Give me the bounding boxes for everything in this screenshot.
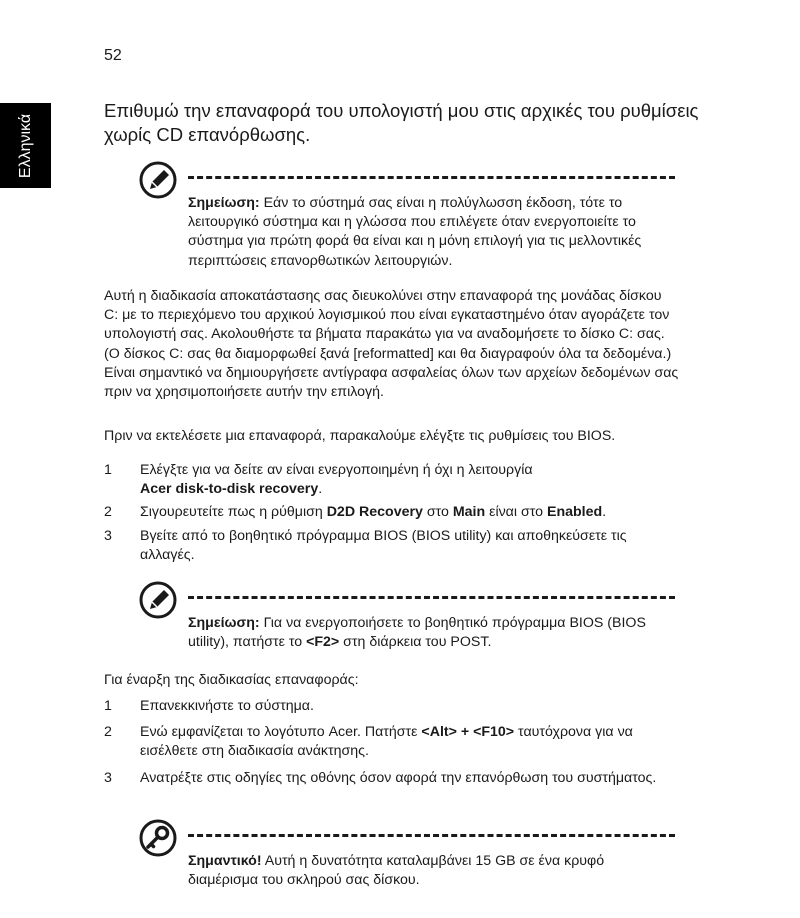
important-divider (188, 834, 675, 837)
note-divider (188, 596, 675, 599)
note-box-2 (138, 580, 683, 660)
list-item: 1 Ελέγξτε για να δείτε αν είναι ενεργοποιημένη ή όχι η λειτουργία Acer disk-to-disk recovery. (104, 462, 533, 498)
bios-steps-list (104, 461, 684, 565)
note-divider (188, 176, 675, 179)
page-number: 52 (104, 47, 122, 64)
key-f10: <F10> (473, 724, 515, 741)
language-side-tab (0, 103, 51, 188)
important-text: Σημαντικό! Αυτή η δυνατότητα καταλαμβάνει 15 GB σε ένα κρυφό διαμέρισμα του σκληρού σας δίσκου. (188, 853, 605, 889)
language-label: Ελληνικά (16, 113, 34, 178)
section-title: Επιθυμώ την επαναφορά του υπολογιστή μου στις αρχικές του ρυθμίσεις χωρίς CD επανόρθωσης. (104, 100, 699, 145)
important-box (138, 818, 683, 898)
list-item: 3 Ανατρέξτε στις οδηγίες της οθόνης όσον αφορά την επανόρθωση του συστήματος. (104, 769, 657, 786)
note-box-1 (138, 160, 683, 275)
note-body: Εάν το σύστημά σας είναι η πολύγλωσση έκδοση, τότε το λειτουργικό σύστημα και η γλώσσα που επιλέγετε όταν ενεργοποιείτε το σύστημα για πρώτη φορά θα είναι και η μόνη επιλογή για τις μελλοντικές περιπτώσεις επανορθωτικών λειτουργιών. (188, 195, 642, 269)
restore-steps-list (104, 697, 684, 788)
note-pen-icon (138, 580, 178, 620)
important-key-icon (138, 818, 178, 858)
bios-check-intro: Πριν να εκτελέσετε μια επαναφορά, παρακαλούμε ελέγξτε τις ρυθμίσεις του BIOS. (104, 428, 616, 444)
list-item: 1 Επανεκκινήστε το σύστημα. (104, 698, 314, 714)
note-label: Σημείωση: (188, 615, 260, 631)
note-pen-icon (138, 160, 178, 200)
key-alt: <Alt> (421, 724, 457, 741)
important-label: Σημαντικό! (188, 853, 262, 869)
list-item: 3 Βγείτε από το βοηθητικό πρόγραμμα BIOS (BIOS utility) και αποθηκεύσετε τις αλλαγές. (104, 527, 627, 563)
list-item: 2 Ενώ εμφανίζεται το λογότυπο Acer. Πατήστε <Alt> + <F10> ταυτόχρονα για να εισέλθετε στη διαδικασία ανάκτησης. (104, 724, 633, 760)
restore-process-intro: Για έναρξη της διαδικασίας επαναφοράς: (104, 672, 359, 688)
note-text-2: Σημείωση: Για να ενεργοποιήσετε το βοηθητικό πρόγραμμα BIOS (BIOS utility), πατήστε το <F2> στη διάρκεια του POST. (188, 615, 646, 651)
note-label: Σημείωση: (188, 195, 260, 211)
restore-description: Αυτή η διαδικασία αποκατάστασης σας διευκολύνει στην επαναφορά της μονάδας δίσκου C: με το περιεχόμενο του αρχικού λογισμικού που είναι εγκαταστημένο όταν αγοράζετε τον υπολογιστή σας. Ακολουθήστε τα βήματα παρακάτω για να αναδομήσετε το δίσκο C: σας. (Ο δίσκος C: σας θα διαμορφωθεί ξανά [reformatted] και θα διαγραφούν όλα τα δεδομένα.) Είναι σημαντικό να δημιουργήσετε αντίγραφα ασφαλείας όλων των αρχείων δεδομένων σας πριν να χρησιμοποιήσετε αυτήν την επιλογή. (104, 288, 679, 401)
key-f2: <F2> (306, 634, 340, 651)
list-item: 2 Σιγουρευτείτε πως η ρύθμιση D2D Recovery στο Main είναι στο Enabled. (104, 504, 607, 521)
note-text-1 (188, 194, 668, 271)
